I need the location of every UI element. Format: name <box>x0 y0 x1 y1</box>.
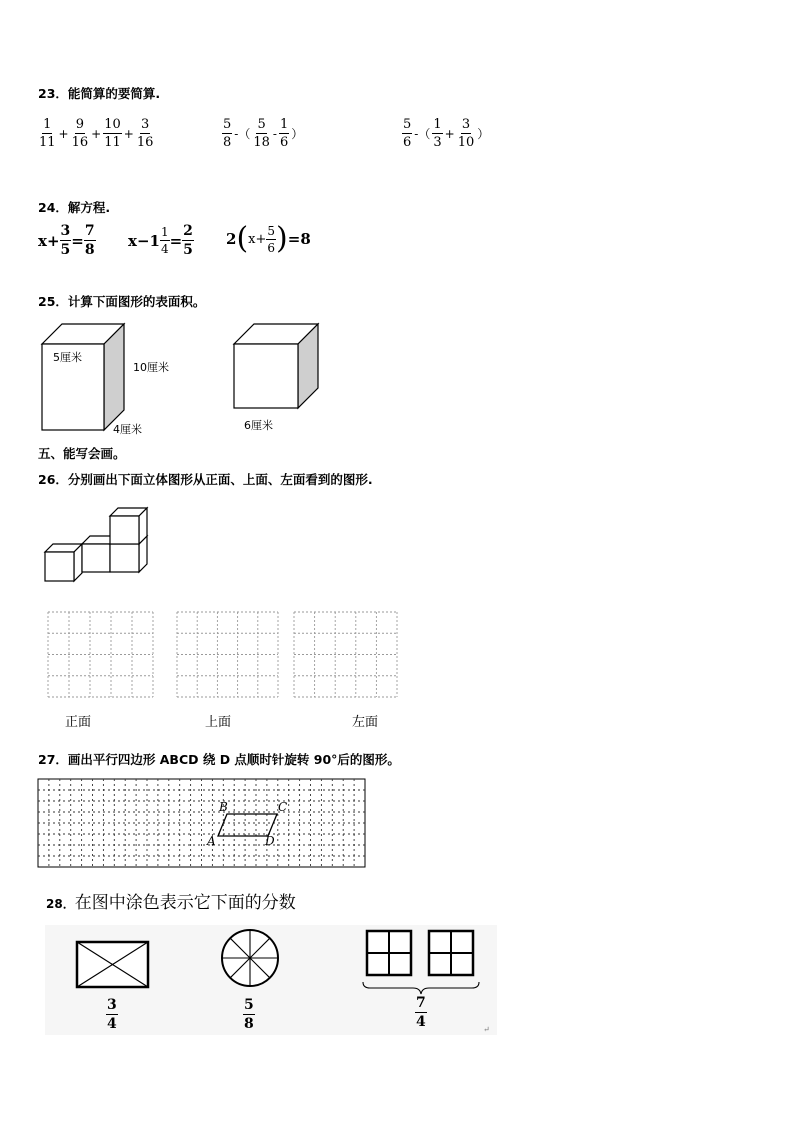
fraction: $\frac{1}{11}$ <box>39 117 56 150</box>
q23-expression-3: $\frac{5}{6}$ -（ $\frac{1}{3}$ + $\frac{3}{10}$ ） <box>403 117 490 150</box>
q28-number: 28． <box>46 897 75 911</box>
circle-shape <box>222 930 278 986</box>
paragraph-mark: ↵ <box>483 1025 490 1034</box>
fraction: $\frac{5}{6}$ <box>267 223 276 255</box>
fraction: $\frac{3}{10}$ <box>457 117 475 150</box>
q23-title: 23．能简算的要简算. <box>38 86 161 101</box>
q28-title: 在图中涂色表示它下面的分数 <box>74 893 296 913</box>
q24-equation-1: x+ $\frac{3}{5}$ = $\frac{7}{8}$ <box>38 223 95 258</box>
fraction: $\frac{5}{8}$ <box>223 117 232 150</box>
fraction: $\frac{5}{18}$ <box>253 117 270 150</box>
point-label-a: A <box>207 834 216 848</box>
fraction: $\frac{1}{3}$ <box>433 117 442 150</box>
q23-expression-2: $\frac{5}{8}$ -（ $\frac{5}{18}$ - $\frac{1}{6}$ ） <box>223 117 304 150</box>
cube-edge-label: 6厘米 <box>244 419 273 432</box>
fraction: $\frac{1}{6}$ <box>279 117 289 150</box>
fraction: $\frac{7}{8}$ <box>84 223 95 258</box>
point-label-d: D <box>265 834 275 848</box>
fraction: $\frac{1}{4}$ <box>160 225 169 256</box>
q24-equation-3: 2 ( x+ $\frac{5}{6}$ ) =8 <box>226 221 311 256</box>
fraction: $\frac{3}{16}$ <box>136 117 154 150</box>
fraction: $\frac{2}{5}$ <box>183 223 193 258</box>
squares-shape <box>367 931 473 975</box>
fraction: $\frac{10}{11}$ <box>104 117 121 150</box>
fraction: $\frac{3}{5}$ <box>60 223 71 258</box>
fraction: $\frac{9}{16}$ <box>71 117 89 150</box>
q23-expression-1: $\frac{1}{11}$ + $\frac{9}{16}$ + $\frac{10}{11}$ + $\frac{3}{16}$ <box>39 117 154 150</box>
fraction-7-4: $\frac{7}{4}$ <box>416 995 426 1030</box>
q27-title: 27．画出平行四边形 ABCD 绕 D 点顺时针旋转 90°后的图形。 <box>38 752 400 767</box>
left-view-label: 左面 <box>352 715 379 730</box>
fraction-3-4: $\frac{3}{4}$ <box>107 997 117 1032</box>
rectangle-shape <box>77 942 148 987</box>
front-view-label: 正面 <box>65 715 92 730</box>
q26-title: 26．分别画出下面立体图形从正面、上面、左面看到的图形. <box>38 472 373 487</box>
top-view-label: 上面 <box>205 715 232 730</box>
cuboid-width-label: 4厘米 <box>113 423 142 436</box>
point-label-b: B <box>219 800 228 814</box>
cuboid-height-label: 10厘米 <box>133 361 169 374</box>
fraction-5-8: $\frac{5}{8}$ <box>244 997 254 1032</box>
q24-title: 24．解方程. <box>38 200 111 215</box>
section-5-title: 五、能写会画。 <box>38 446 126 461</box>
point-label-c: C <box>278 800 288 814</box>
q25-title: 25．计算下面图形的表面积。 <box>38 294 206 309</box>
q24-equation-2: x−1 $\frac{1}{4}$ = $\frac{2}{5}$ <box>128 223 193 258</box>
fraction: $\frac{5}{6}$ <box>403 117 412 150</box>
cuboid-length-label: 5厘米 <box>53 351 82 364</box>
